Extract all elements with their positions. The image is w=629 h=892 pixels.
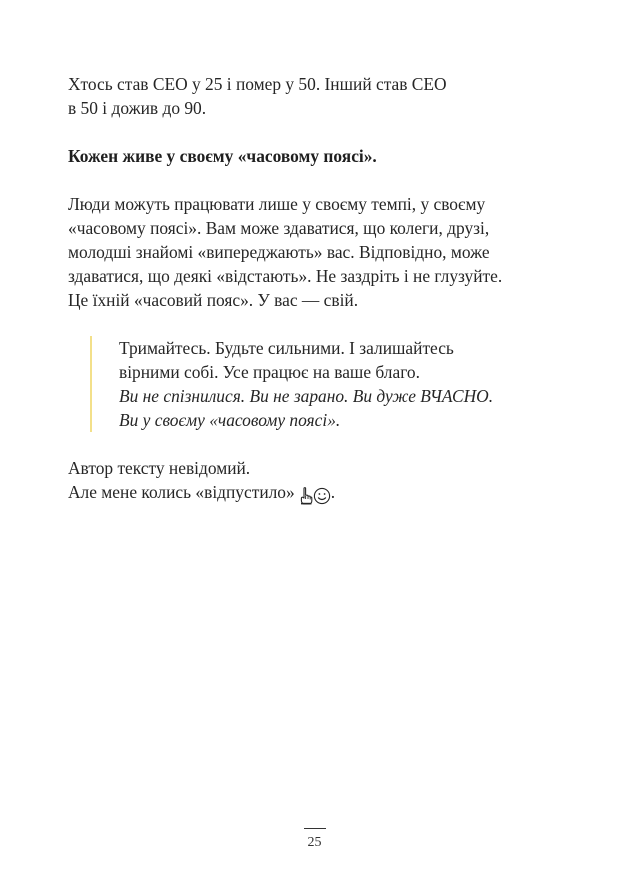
body-line: молодші знайомі «випереджають» вас. Відповідно, може [68, 242, 490, 262]
author-paragraph [68, 456, 568, 506]
body-line: Це їхній «часовий пояс». У вас — свій. [68, 290, 359, 310]
quote-italic-line: Ви не спізнилися. Ви не зарано. Ви дуже ВЧАСНО. [119, 386, 494, 406]
page-footer [0, 828, 629, 851]
intro-paragraph [68, 72, 568, 120]
author-line-text: Але мене колись «відпустило» [68, 482, 295, 502]
author-line: Автор тексту невідомий. [68, 458, 251, 478]
pointing-up-hand-icon [299, 487, 313, 505]
smiley-face-icon [313, 487, 331, 505]
author-line-2 [68, 480, 568, 506]
quote-italic-line: Ви у своєму «часовому поясі». [119, 410, 341, 430]
body-line: «часовому поясі». Вам може здаватися, що колеги, друзі, [68, 218, 490, 238]
body-line: здаватися, що деякі «відстають». Не заздріть і не глузуйте. [68, 266, 503, 286]
quote-line: вірними собі. Усе працює на ваше благо. [119, 362, 420, 382]
body-line: Люди можуть працювати лише у своєму темпі, у своєму [68, 194, 486, 214]
bold-statement: Кожен живе у своєму «часовому поясі». [68, 146, 377, 166]
intro-line: Хтось став CEO у 25 і помер у 50. Інший став CEO [68, 74, 447, 94]
page-number: 25 [307, 835, 322, 850]
author-line-end: . [330, 482, 336, 502]
emoji-group [299, 482, 331, 506]
page-content [68, 72, 568, 506]
quote-line: Тримайтесь. Будьте сильними. І залишайтесь [119, 338, 454, 358]
quote-block [90, 336, 568, 432]
intro-line: в 50 і дожив до 90. [68, 98, 207, 118]
body-paragraph [68, 192, 568, 312]
footer-rule [304, 828, 326, 829]
